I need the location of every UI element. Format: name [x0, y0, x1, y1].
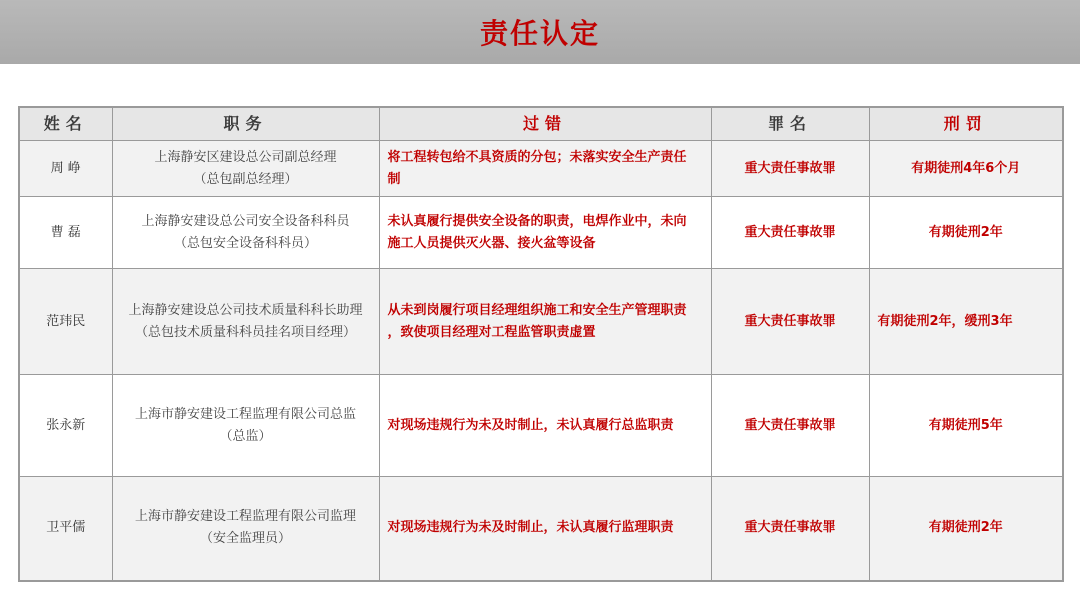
table-row [19, 141, 1063, 197]
charge-cell: 重大责任事故罪 [711, 269, 869, 375]
header-position: 职务 [112, 107, 379, 141]
penalty-cell: 有期徒刑2年 [869, 197, 1063, 269]
header-penalty: 刑罚 [869, 107, 1063, 141]
person-name: 曹 磊 [19, 197, 112, 269]
table-row [19, 477, 1063, 581]
table-row [19, 375, 1063, 477]
person-name: 张永新 [19, 375, 112, 477]
position-line: （总包安全设备科科员） [173, 235, 317, 251]
person-name: 卫平儒 [19, 477, 112, 581]
charge-cell: 重大责任事故罪 [711, 477, 869, 581]
fault-cell [379, 375, 711, 477]
fault-line: 从未到岗履行项目经理组织施工和安全生产管理职责 [387, 302, 687, 318]
person-name: 周 峥 [19, 141, 112, 197]
penalty-cell: 有期徒刑5年 [869, 375, 1063, 477]
position-line: 上海静安建设总公司安全设备科科员 [141, 213, 350, 229]
penalty-cell: 有期徒刑2年，缓刑3年 [869, 269, 1063, 375]
fault-cell [379, 197, 711, 269]
penalty-cell: 有期徒刑2年 [869, 477, 1063, 581]
position-line: 上海市静安建设工程监理有限公司总监 [134, 406, 356, 422]
page-title: 责任认定 [479, 17, 600, 50]
fault-line: 将工程转包给不具资质的分包；未落实安全生产责任 [387, 149, 687, 165]
charge-cell: 重大责任事故罪 [711, 197, 869, 269]
header-charge: 罪名 [711, 107, 869, 141]
position-line: 上海静安建设总公司技术质量科科长助理 [128, 302, 363, 318]
table-row [19, 269, 1063, 375]
fault-line: 施工人员提供灭火器、接火盆等设备 [387, 235, 596, 251]
position-cell [112, 141, 379, 197]
responsibility-table [18, 106, 1064, 582]
fault-cell [379, 141, 711, 197]
fault-line: 未认真履行提供安全设备的职责，电焊作业中，未向 [387, 213, 687, 229]
title-bar [0, 0, 1080, 64]
charge-cell: 重大责任事故罪 [711, 141, 869, 197]
fault-cell [379, 477, 711, 581]
fault-line: 对现场违规行为未及时制止，未认真履行总监职责 [387, 417, 674, 433]
header-name: 姓名 [19, 107, 112, 141]
table-header-row [19, 107, 1063, 141]
position-line: （总包技术质量科科员挂名项目经理） [134, 324, 356, 340]
fault-line: 制 [387, 171, 401, 187]
position-line: 上海静安区建设总公司副总经理 [154, 149, 337, 165]
position-cell [112, 375, 379, 477]
position-line: 上海市静安建设工程监理有限公司监理 [134, 509, 356, 525]
person-name: 范玮民 [19, 269, 112, 375]
penalty-cell: 有期徒刑4年6个月 [869, 141, 1063, 197]
position-line: （安全监理员） [199, 531, 291, 547]
position-cell [112, 477, 379, 581]
table-row [19, 197, 1063, 269]
position-line: （总监） [219, 428, 272, 444]
position-cell [112, 197, 379, 269]
fault-line: 对现场违规行为未及时制止，未认真履行监理职责 [387, 520, 674, 536]
header-fault: 过错 [379, 107, 711, 141]
position-line: （总包副总经理） [193, 171, 298, 187]
fault-line: ，致使项目经理对工程监管职责虚置 [387, 324, 596, 340]
position-cell [112, 269, 379, 375]
fault-cell [379, 269, 711, 375]
charge-cell: 重大责任事故罪 [711, 375, 869, 477]
